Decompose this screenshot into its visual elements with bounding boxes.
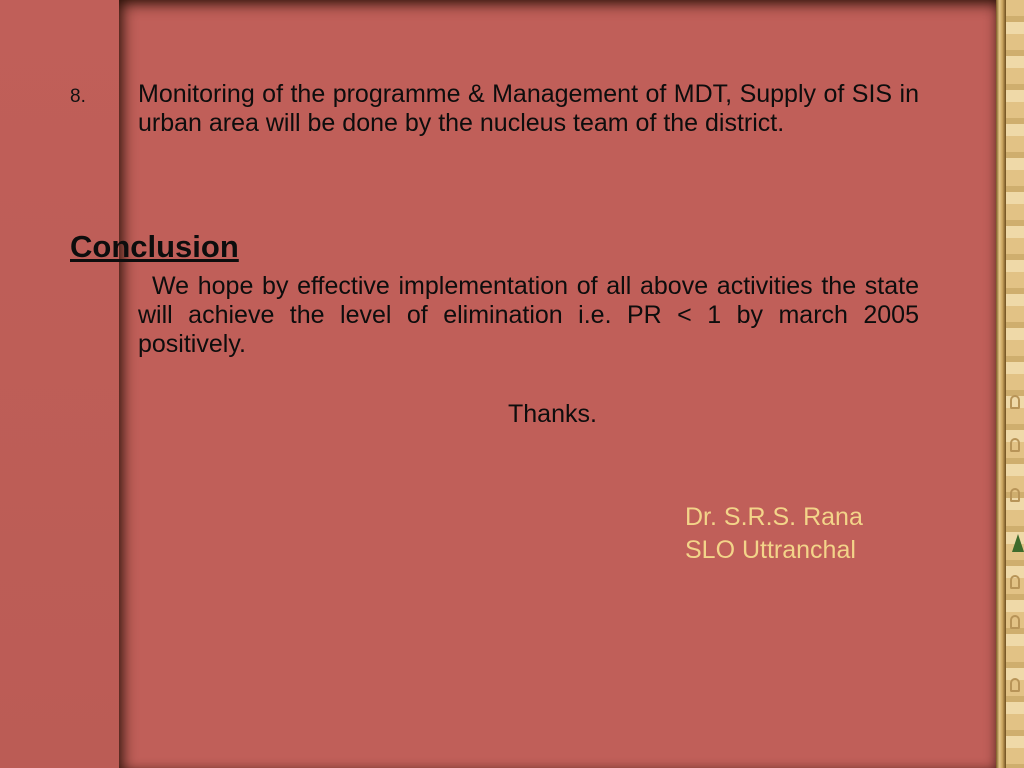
signature-name: Dr. S.R.S. Rana xyxy=(685,503,863,531)
leaf-icon xyxy=(1012,534,1024,552)
list-item-text: Monitoring of the programme & Management of MDT, Supply of SIS in urban area will be done by the nucleus team of the district. xyxy=(138,80,919,137)
ornament-icon xyxy=(1010,678,1020,692)
gold-frame-border xyxy=(996,0,1006,768)
ornament-icon xyxy=(1010,615,1020,629)
ornament-icon xyxy=(1010,395,1020,409)
closing-thanks: Thanks. xyxy=(508,400,597,428)
conclusion-heading: Conclusion xyxy=(70,229,239,264)
ornament-icon xyxy=(1010,438,1020,452)
slide-left-margin xyxy=(0,0,119,768)
decorative-frame-pattern xyxy=(1006,0,1024,768)
list-item-number: 8. xyxy=(70,86,86,107)
conclusion-paragraph: We hope by effective implementation of all above activities the state will achieve the level of elimination i.e. PR < 1 by march 2005 positively. xyxy=(138,272,919,358)
ornament-icon xyxy=(1010,488,1020,502)
ornament-icon xyxy=(1010,575,1020,589)
signature-title: SLO Uttranchal xyxy=(685,536,856,564)
